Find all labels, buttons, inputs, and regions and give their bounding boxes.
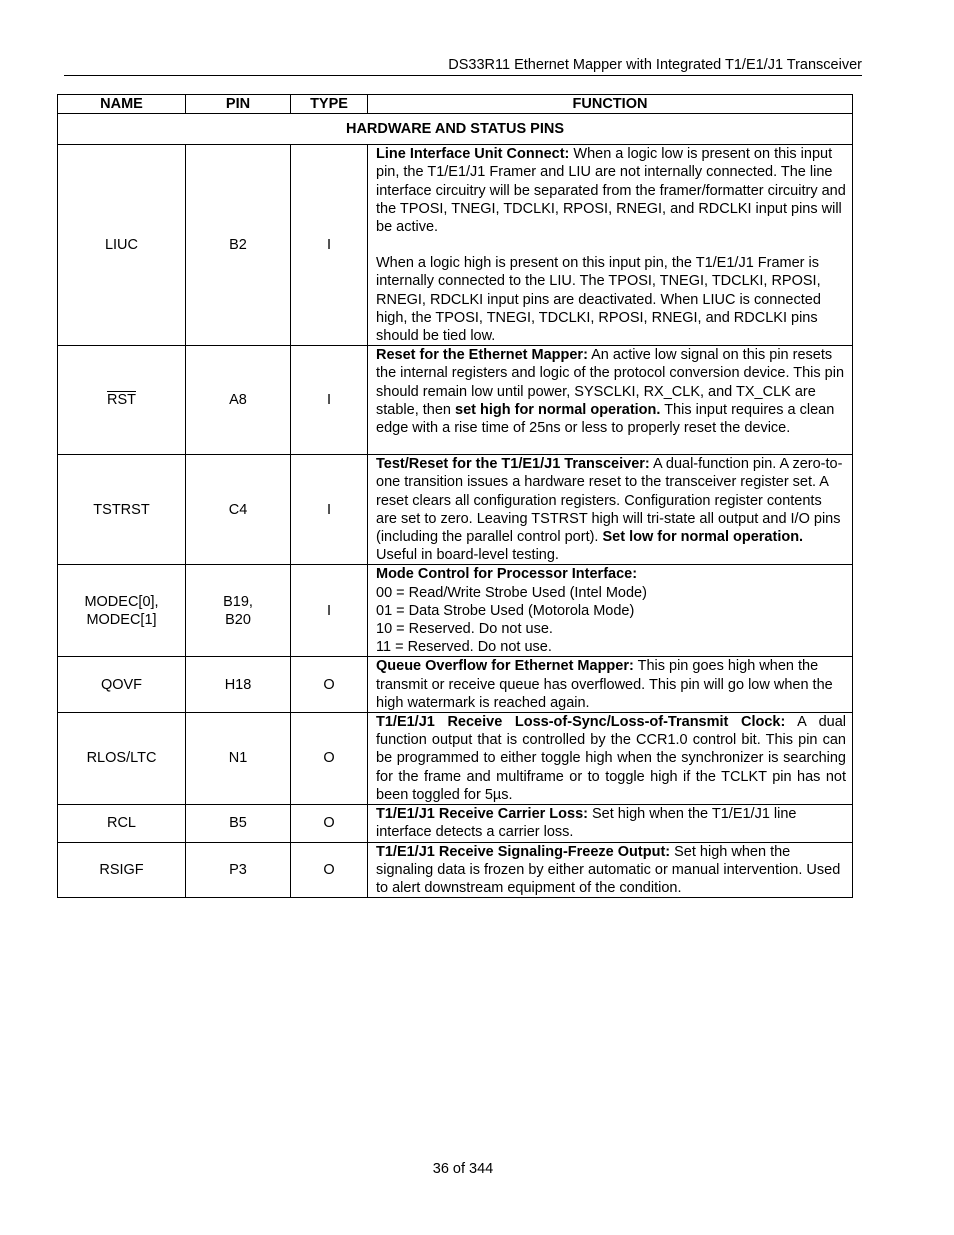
pin-number: H18 bbox=[186, 657, 291, 713]
function-emphasis: Set low for normal operation. bbox=[602, 529, 804, 546]
function-text: A dual-function pin. A zero-to-one transition issues a hardware reset to the transceiver register set. A reset clears all configuration registers. Configuration register contents are set to zero. Leaving TSTRST high will tri-state all output and I/O pins (including the parallel control port). bbox=[376, 456, 843, 546]
column-header-pin: PIN bbox=[186, 95, 291, 114]
table-row bbox=[58, 657, 853, 713]
pin-name: RCL bbox=[58, 805, 186, 842]
pin-type: O bbox=[291, 713, 368, 805]
function-text: Set high when the signaling data is frozen by either automatic or manual intervention. Used to alert downstream equipment of the condition. bbox=[376, 843, 841, 896]
function-text: This input requires a clean edge with a rise time of 25ns or less to properly reset the device. bbox=[376, 401, 835, 437]
pin-type: I bbox=[291, 145, 368, 346]
pin-function bbox=[368, 145, 853, 346]
function-text: Useful in board-level testing. bbox=[376, 547, 559, 564]
mode-option: 10 = Reserved. Do not use. bbox=[376, 621, 553, 638]
pin-function bbox=[368, 805, 853, 842]
pin-name-active-low: $\overline{RST}$ bbox=[107, 392, 136, 409]
section-title: HARDWARE AND STATUS PINS bbox=[58, 114, 853, 145]
mode-option: 00 = Read/Write Strobe Used (Intel Mode) bbox=[376, 584, 647, 601]
function-title: T1/E1/J1 Receive Carrier Loss: bbox=[376, 806, 588, 823]
pin-type: O bbox=[291, 842, 368, 898]
pin-number-line: B20 bbox=[225, 611, 251, 628]
function-text: A dual function output that is controlled by the CCR1.0 control bit. This pin can be programmed to either toggle high when the synchronizer is searching for the frame and multiframe or to toggle high if the TCLKT pin has not been toggled for 5µs. bbox=[376, 714, 846, 803]
pin-name: QOVF bbox=[58, 657, 186, 713]
function-paragraph: When a logic high is present on this input pin, the T1/E1/J1 Framer is internally connected to the LIU. The TPOSI, TNEGI, TDCLKI, RPOSI, RNEGI, RDCLKI input pins are deactivated. When LIUC is connected high, the TPOSI, TNEGI, TDCLKI, RPOSI, RNEGI, and RDCLKI pins should be tied low. bbox=[376, 255, 821, 345]
function-title: Queue Overflow for Ethernet Mapper: bbox=[376, 658, 634, 675]
pin-number bbox=[186, 565, 291, 657]
pin-type: I bbox=[291, 455, 368, 565]
section-row bbox=[58, 114, 853, 145]
table-row bbox=[58, 805, 853, 842]
pin-function bbox=[368, 657, 853, 713]
function-title: Reset for the Ethernet Mapper: bbox=[376, 347, 588, 364]
column-header-function: FUNCTION bbox=[368, 95, 853, 114]
pin-name: TSTRST bbox=[58, 455, 186, 565]
pin-name-line: MODEC[0], bbox=[84, 593, 159, 610]
pin-type: O bbox=[291, 805, 368, 842]
pin-number: B5 bbox=[186, 805, 291, 842]
function-title: Test/Reset for the T1/E1/J1 Transceiver: bbox=[376, 456, 650, 473]
pin-function bbox=[368, 713, 853, 805]
pin-function bbox=[368, 346, 853, 455]
table-row bbox=[58, 346, 853, 455]
table-header-row bbox=[58, 95, 853, 114]
pin-number: B2 bbox=[186, 145, 291, 346]
function-paragraph bbox=[376, 145, 846, 236]
pin-type: I bbox=[291, 346, 368, 455]
pin-name: RLOS/LTC bbox=[58, 713, 186, 805]
pin-function bbox=[368, 455, 853, 565]
table-row bbox=[58, 842, 853, 898]
pin-name bbox=[58, 346, 186, 455]
table-row bbox=[58, 455, 853, 565]
table-row bbox=[58, 145, 853, 346]
pin-number: P3 bbox=[186, 842, 291, 898]
column-header-name: NAME bbox=[58, 95, 186, 114]
pin-function bbox=[368, 842, 853, 898]
pin-number: C4 bbox=[186, 455, 291, 565]
column-header-type: TYPE bbox=[291, 95, 368, 114]
table-row bbox=[58, 713, 853, 805]
pin-type: O bbox=[291, 657, 368, 713]
table-row bbox=[58, 565, 853, 657]
function-emphasis: set high for normal operation. bbox=[455, 401, 661, 418]
function-text: Set high when the T1/E1/J1 line interface detects a carrier loss. bbox=[376, 806, 797, 841]
pin-description-table bbox=[57, 94, 853, 898]
mode-option: 11 = Reserved. Do not use. bbox=[376, 639, 552, 656]
pin-type: I bbox=[291, 565, 368, 657]
function-text: When a logic low is present on this input pin, the T1/E1/J1 Framer and LIU are not internally connected. The line interface circuitry will be separated from the framer/formatter circuitry and the TPOSI, TNEGI, TDCLKI, RPOSI, RNEGI, and RDCLKI input pins will be active. bbox=[376, 146, 846, 236]
pin-name bbox=[58, 565, 186, 657]
function-title bbox=[376, 565, 846, 583]
header-rule bbox=[64, 75, 862, 76]
page-number: 36 of 344 bbox=[432, 1161, 494, 1177]
function-text: An active low signal on this pin resets the internal registers and logic of the protocol conversion device. This pin should remain low until power, SYSCLKI, RX_CLK, and TX_CLK are stable, then bbox=[376, 347, 845, 418]
pin-name: LIUC bbox=[58, 145, 186, 346]
pin-name: RSIGF bbox=[58, 842, 186, 898]
page-header: DS33R11 Ethernet Mapper with Integrated T1/E1/J1 Transceiver bbox=[448, 57, 862, 73]
pin-function bbox=[368, 565, 853, 657]
pin-number: N1 bbox=[186, 713, 291, 805]
function-title-text: Mode Control for Processor Interface: bbox=[376, 566, 638, 583]
function-title: T1/E1/J1 Receive Loss-of-Sync/Loss-of-Transmit Clock: bbox=[376, 714, 786, 731]
function-title: Line Interface Unit Connect: bbox=[376, 146, 570, 163]
function-text: This pin goes high when the transmit or receive queue has overflowed. This pin will go low when the high watermark is reached again. bbox=[376, 658, 833, 711]
function-title: T1/E1/J1 Receive Signaling-Freeze Output: bbox=[376, 843, 671, 860]
pin-name-line: MODEC[1] bbox=[86, 611, 157, 628]
pin-number: A8 bbox=[186, 346, 291, 455]
mode-option: 01 = Data Strobe Used (Motorola Mode) bbox=[376, 602, 635, 619]
pin-number-line: B19, bbox=[223, 593, 253, 610]
